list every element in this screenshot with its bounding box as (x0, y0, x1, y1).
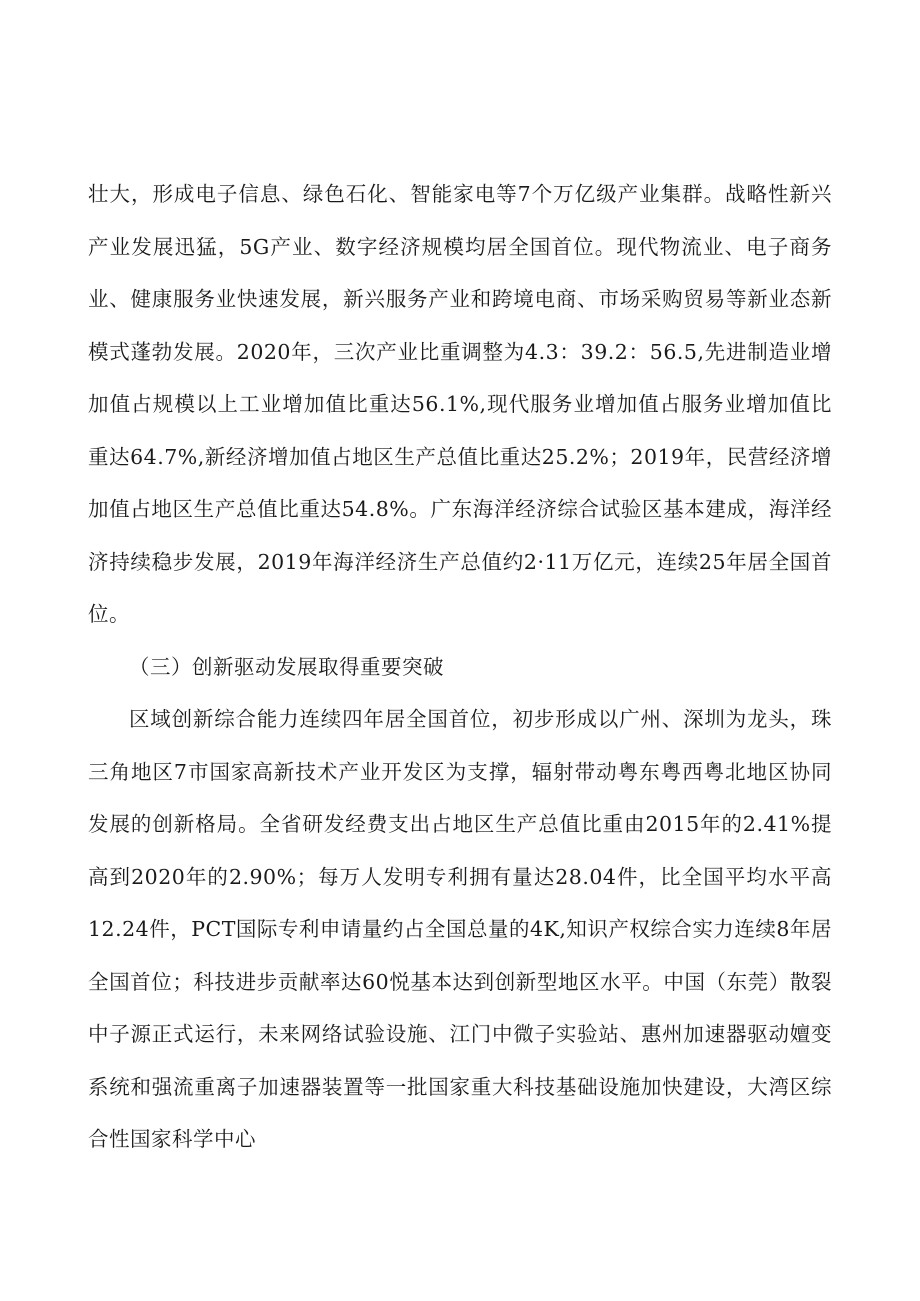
section-heading-innovation: （三）创新驱动发展取得重要突破 (129, 654, 444, 679)
document-body (88, 168, 832, 1166)
paragraph-innovation: 区域创新综合能力连续四年居全国首位，初步形成以广州、深圳为龙头，珠三角地区7市国家高新技术产业开发区为支撑，辐射带动粤东粤西粤北地区协同发展的创新格局。全省研发经费支出占地区生产总值比重由2015年的2.41%提高到2020年的2.90%；每万人发明专利拥有量达28.04件，比全国平均水平高12.24件，PCT国际专利申请量约占全国总量的4K,知识产权综合实力连续8年居全国首位；科技进步贡献率达60悦基本达到创新型地区水平。中国（东莞）散裂中子源正式运行，未来网络试验设施、江门中微子实验站、惠州加速器驱动嬗变系统和强流重离子加速器装置等一批国家重大科技基础设施加快建设，大湾区综合性国家科学中心 (88, 707, 832, 1151)
paragraph-industry-overview: 壮大，形成电子信息、绿色石化、智能家电等7个万亿级产业集群。战略性新兴产业发展迅猛，5G产业、数字经济规模均居全国首位。现代物流业、电子商务业、健康服务业快速发展，新兴服务产业和跨境电商、市场采购贸易等新业态新模式蓬勃发展。2020年，三次产业比重调整为4.3：39.2：56.5,先进制造业增加值占规模以上工业增加值比重达56.1%,现代服务业增加值占服务业增加值比重达64.7%,新经济增加值占地区生产总值比重达25.2%；2019年，民营经济增加值占地区生产总值比重达54.8%。广东海洋经济综合试验区基本建成，海洋经济持续稳步发展，2019年海洋经济生产总值约2·11万亿元，连续25年居全国首位。 (88, 182, 832, 626)
